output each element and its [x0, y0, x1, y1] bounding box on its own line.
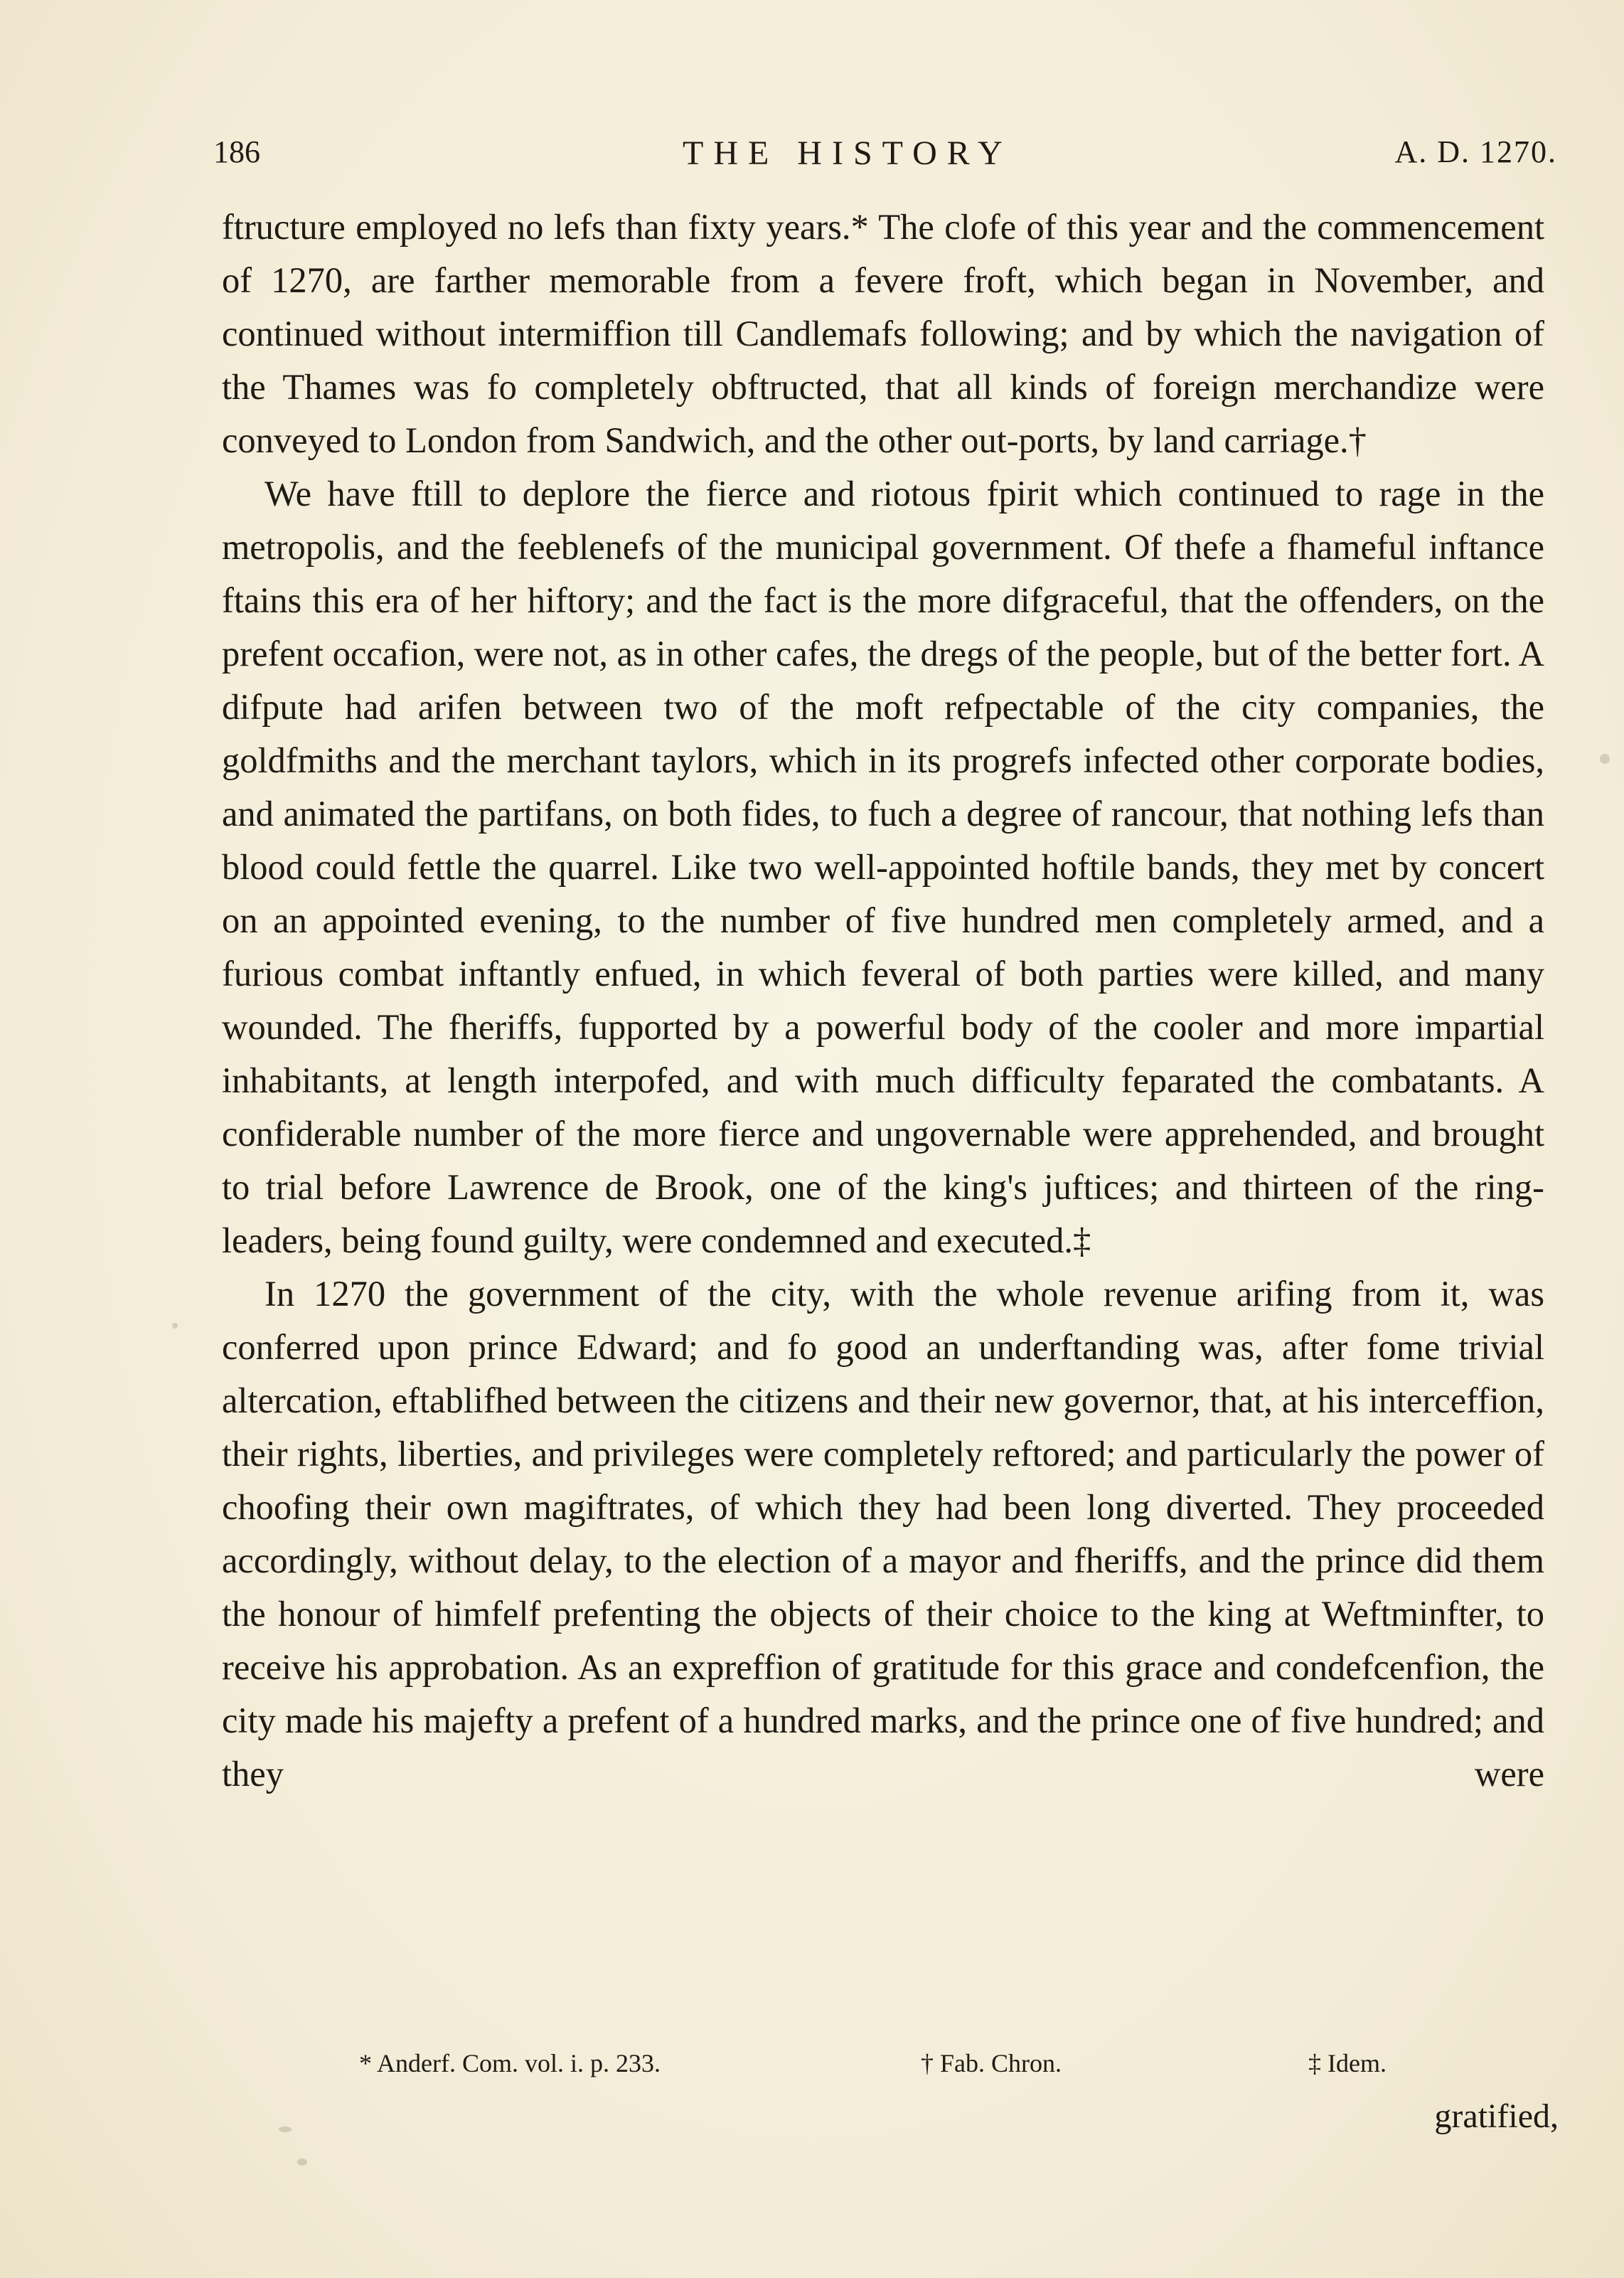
footnote: * Anderf. Com. vol. i. p. 233.: [359, 2049, 661, 2077]
footnote: † Fab. Chron.: [921, 2049, 1062, 2077]
paper-blemish: [1600, 754, 1610, 764]
footnotes: [359, 2048, 1440, 2091]
paper-blemish: [172, 1323, 178, 1329]
paragraph: We have ftill to deplore the fierce and riotous fpirit which continued to rage in the metropolis, and the feeblenefs of the municipal government. Of thefe a fhameful inftance ftains this era of her hiftory; and the fact is the more difgraceful, that the offenders, on the prefent occafion, were not, as in other cafes, the dregs of the people, but of the better fort. A difpute had arifen between two of the moft refpectable of the city companies, the goldfmiths and the merchant taylors, which in its progrefs infected other corporate bodies, and animated the partifans, on both fides, to fuch a degree of rancour, that nothing lefs than blood could fettle the quarrel. Like two well-appointed hoftile bands, they met by concert on an appointed evening, to the number of five hundred men completely armed, and a furious combat inftantly enfued, in which feveral of both parties were killed, and many wounded. The fheriffs, fupported by a powerful body of the cooler and more impartial inhabitants, at length interpofed, and with much difficulty feparated the combatants. A confiderable number of the more fierce and ungovernable were apprehended, and brought to trial before Lawrence de Brook, one of the king's juftices; and thirteen of the ring-leaders, being found guilty, were condemned and executed.‡: [222, 474, 1544, 1260]
paragraph: ftructure employed no lefs than fixty years.* The clofe of this year and the commencement of 1270, are farther memorable from a fevere froft, which began in November, and continued without intermiffion till Candlemafs following; and by which the navigation of the Thames was fo completely obftructed, that all kinds of foreign merchandize were conveyed to London from Sandwich, and the other out-ports, by land carriage.†: [222, 207, 1544, 460]
paragraph: In 1270 the government of the city, with the whole revenue arifing from it, was conferred upon prince Edward; and fo good an underftanding was, after fome trivial altercation, eftablifhed between the citizens and their new governor, that, at his interceffion, their rights, liberties, and privileges were completely reftored; and particularly the power of choofing their own magiftrates, of which they had been long diverted. They proceeded accordingly, without delay, to the election of a mayor and fheriffs, and the prince did them the honour of himfelf prefenting the objects of their choice to the king at Weftminfter, to receive his approbation. As an expreffion of gratitude for this grace and condefcenfion, the city made his majefty a prefent of a hundred marks, and the prince one of five hundred; and they were: [222, 1274, 1544, 1794]
page-header: [213, 134, 1557, 183]
body-text: [222, 201, 1544, 1801]
running-title: THE HISTORY: [683, 134, 1013, 172]
paper-blemish: [279, 2127, 292, 2132]
footnote: ‡ Idem.: [1308, 2049, 1387, 2077]
catchword: gratified,: [1434, 2097, 1559, 2135]
header-date: A. D. 1270.: [1394, 134, 1557, 169]
page-number: 186: [213, 134, 260, 169]
paper-blemish: [297, 2159, 307, 2166]
